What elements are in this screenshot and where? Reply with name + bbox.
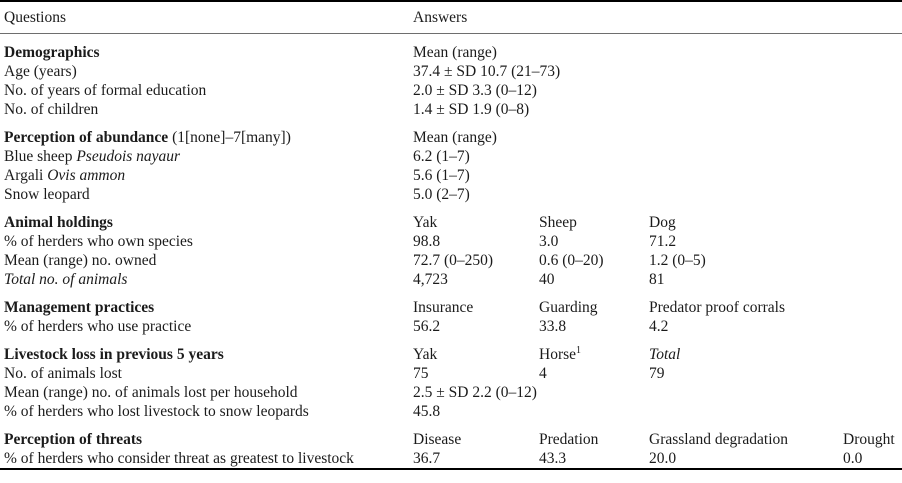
column-header-cell: Disease [413,431,462,448]
questions-column-header: Questions [0,1,413,34]
answer-cell: 45.8 [413,403,441,420]
table-row [0,147,902,166]
question-cell: Age (years) [4,63,77,80]
section-title-text: Perception of abundance [4,129,169,146]
value-cell: 0.0 [843,450,863,467]
column-header-cell: Yak [413,346,438,363]
species-common-name: Snow leopard [4,186,90,203]
value-cell: 40 [539,271,555,288]
value-cell: 1.2 (0–5) [649,252,706,269]
value-cell: 36.7 [413,450,441,467]
value-cell: 72.7 (0–250) [413,252,494,269]
answer-cell: 2.0 ± SD 3.3 (0–12) [413,82,537,99]
question-cell [0,166,413,185]
value-cell: 98.8 [413,233,441,250]
question-cell: Mean (range) no. of animals lost per household [4,384,298,401]
table-row [0,364,902,383]
value-cell: 75 [413,365,429,382]
value-cell: 33.8 [539,318,567,335]
answer-cell: 6.2 (1–7) [413,148,470,165]
column-header-text: Horse [539,346,577,363]
column-header-cell: Drought [843,431,895,448]
value-cell: 4 [539,365,547,382]
footnote-marker: 1 [576,344,582,356]
table-row [0,185,902,204]
question-cell: % of herders who use practice [4,318,192,335]
unit-cell: Mean (range) [413,44,497,61]
column-header-cell: Yak [413,214,438,231]
answer-cell: 5.0 (2–7) [413,186,470,203]
value-cell: 79 [649,365,665,382]
section-title-demographics: Demographics [4,44,100,61]
question-cell [0,147,413,166]
question-cell: Total no. of animals [4,271,128,288]
table-row [0,204,902,232]
species-latin-name: Pseudois nayaur [76,148,181,165]
answer-cell: 1.4 ± SD 1.9 (0–8) [413,101,530,118]
species-common-name: Blue sheep [4,148,73,165]
species-common-name: Argali [4,167,44,184]
table-row [0,166,902,185]
question-cell: No. of children [4,101,99,118]
table-row [0,449,902,469]
table-row [0,119,902,147]
value-cell: 3.0 [539,233,559,250]
section-title-losses: Livestock loss in previous 5 years [4,346,224,363]
table-row [0,289,902,317]
value-cell: 71.2 [649,233,677,250]
question-cell: % of herders who lost livestock to snow leopards [4,403,309,420]
column-header-cell: Insurance [413,299,474,316]
value-cell: 4,723 [413,271,448,288]
value-cell: 81 [649,271,665,288]
column-header-cell: Guarding [539,299,598,316]
unit-cell: Mean (range) [413,129,497,146]
value-cell: 0.6 (0–20) [539,252,604,269]
column-header-cell: Predation [539,431,599,448]
question-cell: Mean (range) no. owned [4,252,157,269]
question-cell: % of herders who own species [4,233,193,250]
table-row [0,62,902,81]
question-cell: No. of animals lost [4,365,122,382]
question-cell [0,185,413,204]
section-title-practices: Management practices [4,299,155,316]
question-cell: % of herders who consider threat as greatest to livestock [4,450,354,467]
column-header-cell: Predator proof corrals [649,299,786,316]
table-row [0,421,902,449]
table-row [0,402,902,421]
table-header [0,1,902,34]
column-header-cell: Dog [649,214,676,231]
table-row [0,232,902,251]
header-row [0,1,902,34]
table-row [0,336,902,364]
value-cell: 4.2 [649,318,669,335]
table-row [0,270,902,289]
column-header-cell: Total [649,346,681,363]
species-latin-name: Ovis ammon [47,167,126,184]
answer-cell: 37.4 ± SD 10.7 (21–73) [413,63,561,80]
column-header-cell: Grassland degradation [649,431,789,448]
column-header-cell: Sheep [539,214,577,231]
section-title-threats: Perception of threats [4,431,143,448]
table-row [0,81,902,100]
section-title-scale: (1[none]–7[many]) [172,129,291,146]
answers-column-header: Answers [413,1,902,34]
table-row [0,100,902,119]
column-header-cell [539,336,649,364]
table-row [0,317,902,336]
value-cell: 43.3 [539,450,567,467]
section-title-abundance [0,119,413,147]
value-cell: 56.2 [413,318,441,335]
table-row [0,251,902,270]
value-cell: 20.0 [649,450,677,467]
answer-cell: 2.5 ± SD 2.2 (0–12) [413,384,537,401]
question-cell: No. of years of formal education [4,82,207,99]
section-title-holdings: Animal holdings [4,214,113,231]
table-row [0,34,902,63]
table-row [0,383,902,402]
answer-cell: 5.6 (1–7) [413,167,470,184]
